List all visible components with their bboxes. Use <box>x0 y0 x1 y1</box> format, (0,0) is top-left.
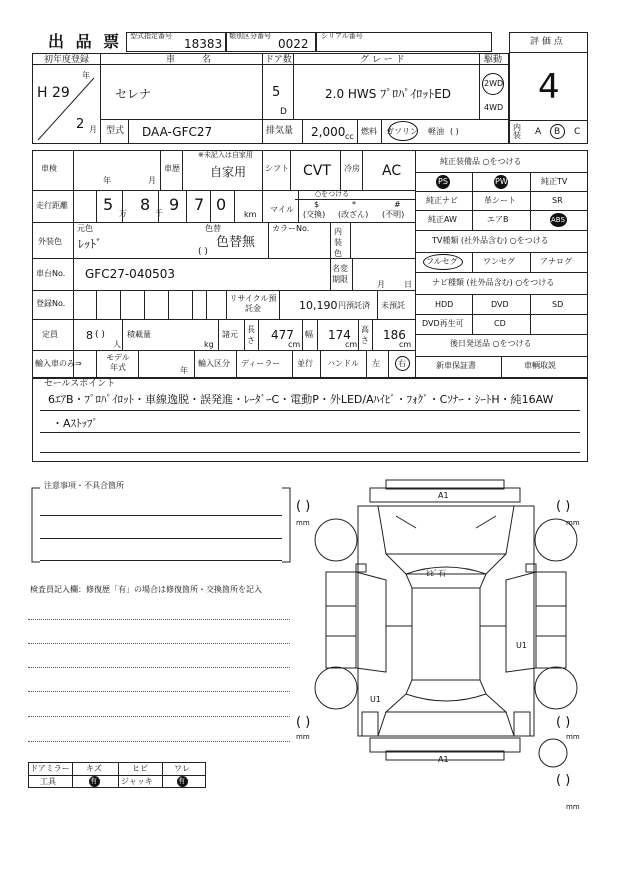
recycle-value: 10,190 <box>299 299 338 312</box>
fuel-label: 燃料 <box>361 127 377 136</box>
name-change-day: 日 <box>404 280 412 289</box>
mile-opt3-sym: # <box>394 200 401 209</box>
type-number-label: 型式指定番号 <box>130 32 172 40</box>
model-label: 型式 <box>106 126 125 136</box>
tire-fr-bracket: ( ) <box>556 499 571 514</box>
mile-opt3-text: (不明) <box>382 210 405 219</box>
eval-score: 4 <box>538 67 560 107</box>
history-label: 車歴 <box>164 164 180 173</box>
import-cat-label: 輸入区分 <box>198 359 230 368</box>
fuel-diesel: 軽油 <box>428 127 444 136</box>
equip-leather: 革シート <box>484 196 516 205</box>
width-label: 幅 <box>305 330 313 339</box>
int-color-label: 内装色 <box>334 227 342 258</box>
tools-hibi: ヒビ <box>132 764 148 773</box>
nav-dvd-play: DVD再生可 <box>422 319 464 328</box>
import-label: 輸入車のみ⇒ <box>35 359 82 368</box>
nav-sd: SD <box>552 300 564 309</box>
import-parallel: 並行 <box>297 359 313 368</box>
cooling-value: AC <box>382 163 402 179</box>
fuel-paren: ( ) <box>450 127 459 136</box>
handle-label: ハンドル <box>327 359 359 368</box>
later-warranty: 新車保証書 <box>436 361 476 370</box>
car-name-label: 車 名 <box>166 55 223 65</box>
interior-c: C <box>574 127 581 137</box>
import-dealer: ディーラー <box>241 359 281 368</box>
drive-4wd: 4WD <box>484 103 504 112</box>
drive-label: 駆動 <box>484 55 503 65</box>
mile-circle-note: ○をつける <box>315 190 350 198</box>
nav-cd: CD <box>494 319 506 328</box>
diagram-a1-top: A1 <box>438 491 449 500</box>
tire-rl-mm: mm <box>296 733 310 741</box>
reg-no-label: 登録No. <box>36 299 66 308</box>
class-number-label: 類別区分番号 <box>229 32 271 40</box>
notes-bracket <box>30 481 292 566</box>
sales-line-2: ・Aｽﾄｯﾌﾟ <box>52 417 99 430</box>
tools-mirror: ドアミラー <box>30 764 70 773</box>
later-ship-label: 後日発送品 ○をつける <box>450 339 532 348</box>
displacement-label: 排気量 <box>266 126 294 136</box>
inspector-label: 検査員記入欄：修復歴「有」の場合は修復箇所・交換箇所を記入 <box>30 585 262 594</box>
equip-abs: ABS <box>551 216 565 224</box>
tire-rl-bracket: ( ) <box>296 715 311 730</box>
diagram-hibi: ﾋﾋﾞ石 <box>426 569 446 578</box>
tools-tool-value: 有 <box>90 777 97 785</box>
notes-label: 注意事項・不具合箇所 <box>44 481 124 490</box>
tools-ware: ワレ <box>174 764 190 773</box>
displacement-unit: cc <box>345 132 354 141</box>
diagram-a1-bottom: A1 <box>438 755 449 764</box>
recycle-label: リサイクル預託金 <box>229 294 277 313</box>
width-unit: cm <box>345 340 358 349</box>
length-label: 長さ <box>247 325 255 345</box>
tools-kizu: キズ <box>86 764 102 773</box>
color-label: 外装色 <box>38 237 62 246</box>
first-reg-era: H 29 <box>37 85 70 101</box>
nav-hdd: HDD <box>435 300 454 309</box>
equip-ps: PS <box>438 177 448 186</box>
height-label: 高さ <box>361 325 369 345</box>
doors-d: D <box>280 107 287 117</box>
doors-label: ドア数 <box>265 55 292 65</box>
equip-pw: PW <box>495 177 508 186</box>
nav-dvd: DVD <box>491 300 509 309</box>
history-value: 自家用 <box>210 165 247 179</box>
tv-fullseg: フルセグ <box>426 257 458 266</box>
first-reg-label: 初年度登録 <box>44 55 90 65</box>
serial-label: シリアル番号 <box>321 32 363 40</box>
displacement-value: 2,000 <box>311 125 346 139</box>
later-manual: 車輌取説 <box>524 361 556 370</box>
mileage-digit-3: 9 <box>169 195 180 214</box>
mileage-digit-4: 7 <box>194 195 205 214</box>
equip-navi: 純正ナビ <box>426 196 458 205</box>
load-label: 積載量 <box>127 330 151 339</box>
mileage-sen-unit: 千 <box>155 209 163 218</box>
tv-type-label: TV種類 (社外品含む) ○をつける <box>432 236 549 245</box>
history-note: ※未記入は自家用 <box>198 151 253 159</box>
shift-value: CVT <box>303 163 331 179</box>
mileage-digit-1: 5 <box>103 195 114 214</box>
sales-block <box>32 378 588 462</box>
tools-jack: ジャッキ <box>121 777 153 786</box>
tire-fl-bracket: ( ) <box>296 499 311 514</box>
mileage-digit-2: 8 <box>140 195 151 214</box>
equip-airbag: エアB <box>487 215 509 224</box>
equip-sr: SR <box>552 196 563 205</box>
color-no-label: カラーNo. <box>272 224 310 233</box>
load-unit: kg <box>204 340 214 349</box>
mile-opt2-sym: * <box>352 200 356 209</box>
std-equip-label: 純正装備品 ○をつける <box>440 157 522 166</box>
capacity-paren: ( ) <box>95 330 105 340</box>
height-value: 186 <box>383 328 406 342</box>
model-year-label: モデル年式 <box>106 353 130 372</box>
mileage-digit-5: 0 <box>216 195 227 214</box>
shift-label: シフト <box>265 164 289 173</box>
mileage-km-unit: km <box>244 210 257 219</box>
color-value: ﾚｯﾄﾞ <box>78 237 103 251</box>
interior-b: B <box>554 127 561 137</box>
mileage-label: 走行距離 <box>36 201 68 210</box>
mile-label: マイル <box>270 205 294 214</box>
doors-value: 5 <box>272 85 281 100</box>
cooling-label: 冷房 <box>344 164 360 173</box>
mile-opt1-text: (交換) <box>303 210 326 219</box>
mile-opt2-text: (改ざん) <box>338 210 369 219</box>
handle-left: 左 <box>372 359 380 368</box>
spare-tire-icon <box>538 738 568 768</box>
type-number-value: 18383 <box>184 37 223 51</box>
capacity-unit: 人 <box>113 340 121 349</box>
eval-label: 評 価 点 <box>530 37 563 47</box>
handle-right: 右 <box>398 359 406 368</box>
recycle-not: 未預託 <box>381 301 405 310</box>
capacity-label: 定員 <box>42 330 58 339</box>
shaken-label: 車検 <box>41 164 57 173</box>
shaken-year-unit: 年 <box>103 176 111 185</box>
capacity-value: 8 <box>86 329 93 342</box>
fuel-gasoline: ガソリン <box>386 127 418 136</box>
name-change-label: 名変期限 <box>332 264 348 284</box>
recycle-unit: 円預託済 <box>338 301 370 310</box>
interior-a: A <box>535 127 542 137</box>
tv-oneseg: ワンセグ <box>483 257 515 266</box>
orig-color-label: 元色 <box>77 224 93 233</box>
repaint-value: 色替無 <box>216 235 256 250</box>
class-number-value: 0022 <box>278 37 309 51</box>
tv-analog: アナログ <box>540 257 572 266</box>
mile-opt1-sym: $ <box>314 200 320 209</box>
first-reg-month: 2 <box>76 117 85 132</box>
diagram-u1-right: U1 <box>516 641 527 650</box>
car-name: セレナ <box>115 87 152 101</box>
first-reg-month-unit: 月 <box>89 125 97 134</box>
nav-type-label: ナビ種類 (社外品含む) ○をつける <box>432 278 555 287</box>
tire-fr-mm: mm <box>566 519 580 527</box>
model-year-unit: 年 <box>180 366 188 375</box>
repaint-paren: ( ) <box>198 247 208 257</box>
equip-aw: 純正AW <box>428 215 457 224</box>
model-value: DAA-GFC27 <box>142 125 213 139</box>
sales-label: セールスポイント <box>44 379 116 389</box>
tire-rr-mm: mm <box>566 733 580 741</box>
size-label: 諸元 <box>222 330 238 339</box>
grade-label: グ レ ー ド <box>360 55 405 65</box>
sales-line-1: 6ｴｱB・ﾌﾟﾛﾊﾟｲﾛｯﾄ・車線逸脱・誤発進・ﾚｰﾀﾞｰC・電動P・外LED/Aﾊｲﾋﾞ・ﾌｫｸﾞ・Cｿﾅｰ・ｼｰﾄH・純16AW <box>48 393 554 406</box>
tools-jack-value: 有 <box>178 777 185 785</box>
drive-2wd: 2WD <box>484 79 504 88</box>
mileage-man-unit: 万 <box>119 209 127 218</box>
first-reg-year-unit: 年 <box>82 71 90 80</box>
width-value: 174 <box>328 328 351 342</box>
length-value: 477 <box>271 328 294 342</box>
tire-rr-bracket: ( ) <box>556 715 571 730</box>
tools-tool: 工具 <box>40 777 56 786</box>
height-unit: cm <box>399 340 412 349</box>
chassis-value: GFC27-040503 <box>85 267 175 281</box>
repaint-label: 色替 <box>205 224 221 233</box>
grade-value: 2.0 HWS ﾌﾟﾛﾊﾟｲﾛｯﾄED <box>325 87 452 101</box>
diagram-u1-left: U1 <box>370 695 381 704</box>
tire-fl-mm: mm <box>296 519 310 527</box>
tire-spare-mm: mm <box>566 803 580 811</box>
chassis-label: 車台No. <box>36 269 66 278</box>
shaken-month-unit: 月 <box>148 176 156 185</box>
interior-label: 内装 <box>513 123 521 140</box>
equip-tv: 純正TV <box>541 177 568 186</box>
tire-spare-bracket: ( ) <box>556 773 571 788</box>
name-change-month: 月 <box>377 280 385 289</box>
length-unit: cm <box>288 340 301 349</box>
sheet-title: 出 品 票 <box>48 32 123 51</box>
